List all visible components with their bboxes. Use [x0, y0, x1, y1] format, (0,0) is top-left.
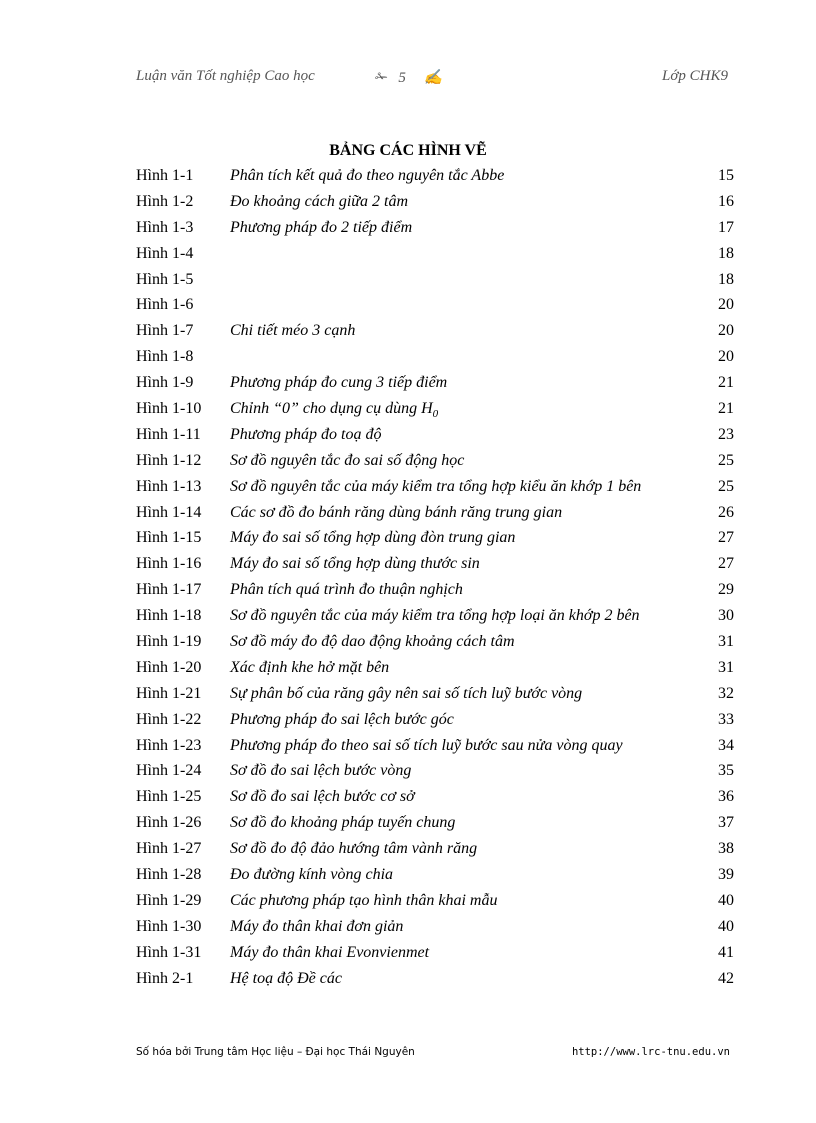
figure-caption: [230, 215, 412, 241]
figure-label: Hình 1-27: [136, 840, 202, 858]
figure-caption: [230, 966, 342, 992]
figure-entry: [136, 292, 734, 318]
figure-caption: [230, 422, 381, 448]
figure-label: Hình 1-20: [136, 658, 202, 676]
figure-caption-text: Các sơ đồ đo bánh răng dùng bánh răng trung gian: [230, 503, 563, 521]
figure-entry: [136, 603, 734, 629]
figure-label: Hình 1-24: [136, 762, 202, 780]
figure-label: Hình 1-11: [136, 425, 201, 443]
figure-entry: [136, 344, 734, 370]
figure-caption: [230, 318, 355, 344]
figure-label: Hình 1-21: [136, 684, 202, 702]
figure-label: Hình 1-31: [136, 943, 202, 961]
figure-entry: [136, 474, 734, 500]
figure-label: Hình 1-4: [136, 244, 194, 262]
figure-page-number: 41: [718, 943, 734, 961]
figure-label: Hình 1-1: [136, 167, 194, 184]
figure-label: Hình 1-28: [136, 866, 202, 884]
figure-label: Hình 1-3: [136, 218, 194, 236]
figure-caption-text: Phân tích kết quả đo theo nguyên tắc Abbe: [230, 167, 505, 184]
figure-caption: [230, 603, 640, 629]
figure-caption: [230, 163, 504, 189]
figure-caption-text: Đo khoảng cách giữa 2 tâm: [230, 192, 409, 210]
figure-page-number: 31: [718, 633, 734, 651]
figure-label: Hình 1-16: [136, 555, 202, 573]
figure-caption: [230, 448, 464, 474]
figure-label: Hình 1-14: [136, 503, 202, 521]
figure-page-number: 35: [718, 762, 734, 780]
figure-entry: [136, 241, 734, 267]
figure-label: Hình 1-22: [136, 710, 202, 728]
figure-caption: [230, 914, 403, 940]
figure-caption-subscript: 0: [432, 408, 439, 421]
figure-page-number: 34: [718, 736, 734, 754]
figure-label: Hình 1-8: [136, 348, 194, 366]
figure-label: Hình 1-12: [136, 451, 202, 469]
figure-entry: [136, 707, 734, 733]
figure-caption-text: Phương pháp đo 2 tiếp điểm: [230, 218, 413, 236]
figure-caption-text: Phương pháp đo theo sai số tích luỹ bước sau nửa vòng quay: [230, 736, 623, 754]
figure-entry: [136, 500, 734, 526]
figure-page-number: 17: [718, 218, 734, 236]
figure-entry: [136, 577, 734, 603]
header-thesis-title: Luận văn Tốt nghiệp Cao học: [136, 68, 315, 84]
figure-caption-text: Máy đo sai số tổng hợp dùng thước sin: [230, 555, 480, 573]
figure-entry: [136, 836, 734, 862]
figure-label: Hình 1-9: [136, 374, 194, 392]
figure-page-number: 37: [718, 814, 734, 832]
figure-label: Hình 1-29: [136, 891, 202, 909]
figure-caption: [230, 655, 389, 681]
figure-entry: [136, 163, 734, 189]
figure-label: Hình 1-18: [136, 607, 202, 625]
page-header: [136, 68, 728, 88]
figure-list: [136, 163, 734, 992]
figure-entry: [136, 215, 734, 241]
figure-page-number: 21: [718, 374, 734, 392]
figure-caption-text: Phân tích quá trình đo thuận nghịch: [230, 581, 463, 599]
figure-caption: [230, 940, 429, 966]
figure-page-number: 16: [718, 192, 734, 210]
figure-entry: [136, 681, 734, 707]
figure-entry: [136, 914, 734, 940]
figure-caption: [230, 707, 454, 733]
figure-caption-text: Sự phân bố của răng gây nên sai số tích luỹ bước vòng: [230, 684, 583, 702]
figure-caption-text: Phương pháp đo toạ độ: [230, 425, 382, 443]
figure-entry: [136, 940, 734, 966]
figure-page-number: 25: [718, 477, 734, 495]
figure-caption: [230, 681, 582, 707]
figure-caption-text: Phương pháp đo cung 3 tiếp điểm: [230, 374, 448, 392]
page-title: BẢNG CÁC HÌNH VẼ: [329, 142, 487, 159]
figure-page-number: 39: [718, 866, 734, 884]
figure-label: Hình 1-30: [136, 917, 202, 935]
figure-caption: [230, 551, 480, 577]
figure-page-number: 32: [718, 684, 734, 702]
figure-entry: [136, 784, 734, 810]
figure-entry: [136, 189, 734, 215]
figure-label: Hình 1-5: [136, 270, 194, 288]
figure-caption-text: Sơ đồ đo sai lệch bước cơ sở: [230, 788, 415, 806]
figure-caption: [230, 500, 562, 526]
figure-label: Hình 1-2: [136, 192, 194, 210]
figure-page-number: 15: [718, 167, 734, 184]
footer-url: http://www.lrc-tnu.edu.vn: [571, 1046, 730, 1058]
figure-caption-text: Sơ đồ máy đo độ dao động khoảng cách tâm: [230, 633, 515, 651]
figure-page-number: 20: [718, 322, 734, 340]
figure-entry: [136, 966, 734, 992]
figure-caption: [230, 525, 515, 551]
figure-caption-text: Sơ đồ đo độ đảo hướng tâm vành răng: [230, 840, 478, 858]
figure-caption-text: Sơ đồ nguyên tắc của máy kiểm tra tổng hợp kiểu ăn khớp 1 bên: [230, 477, 642, 495]
footer-credit: Số hóa bởi Trung tâm Học liệu – Đại học Thái Nguyên: [136, 1046, 415, 1058]
figure-caption-text: Sơ đồ đo sai lệch bước vòng: [230, 762, 412, 780]
pen-icon: ✍: [423, 70, 443, 86]
figure-entry: [136, 758, 734, 784]
figure-page-number: 40: [718, 891, 734, 909]
figure-entry: [136, 655, 734, 681]
figure-page-number: 25: [718, 451, 734, 469]
figure-caption-text: Phương pháp đo sai lệch bước góc: [230, 710, 454, 728]
figure-caption-text: Đo đường kính vòng chia: [230, 866, 394, 884]
figure-caption-text: Chỉnh “0” cho dụng cụ dùng H: [230, 400, 433, 418]
figure-caption: [230, 474, 641, 500]
figure-caption: [230, 836, 477, 862]
figure-entry: [136, 448, 734, 474]
figure-label: Hình 1-6: [136, 296, 194, 314]
figure-label: Hình 1-23: [136, 736, 202, 754]
figure-page-number: 18: [718, 244, 734, 262]
figure-caption-text: Xác định khe hở mặt bên: [230, 658, 390, 676]
figure-caption-text: Máy đo thân khai đơn giản: [230, 917, 404, 935]
figure-page-number: 18: [718, 270, 734, 288]
figure-caption-text: Sơ đồ nguyên tắc của máy kiểm tra tổng hợp loại ăn khớp 2 bên: [230, 607, 640, 625]
figure-entry: [136, 422, 734, 448]
figure-caption: [230, 810, 455, 836]
figure-caption-text: Chi tiết méo 3 cạnh: [230, 322, 356, 340]
figure-page-number: 36: [718, 788, 734, 806]
figure-page-number: 30: [718, 607, 734, 625]
figure-entry: [136, 810, 734, 836]
figure-page-number: 27: [718, 529, 734, 547]
figure-label: Hình 1-26: [136, 814, 202, 832]
page-footer: [136, 1046, 730, 1062]
figure-page-number: 33: [718, 710, 734, 728]
header-class-name: Lớp CHK9: [662, 68, 728, 84]
figure-entry: [136, 733, 734, 759]
figure-caption: [230, 784, 415, 810]
figure-page-number: 20: [718, 296, 734, 314]
figure-page-number: 40: [718, 917, 734, 935]
figure-entry: [136, 318, 734, 344]
figure-label: Hình 1-15: [136, 529, 202, 547]
figure-caption: [230, 888, 497, 914]
figure-label: Hình 1-10: [136, 400, 202, 418]
figure-entry: [136, 267, 734, 293]
figure-entry: [136, 370, 734, 396]
figure-page-number: 26: [718, 503, 734, 521]
figure-caption: [230, 733, 623, 759]
figure-caption: [230, 577, 463, 603]
figure-entry: [136, 888, 734, 914]
figure-caption-text: Máy đo sai số tổng hợp dùng đòn trung gian: [230, 529, 516, 547]
figure-caption-text: Máy đo thân khai Evonvienmet: [230, 943, 430, 961]
figure-caption-text: Hệ toạ độ Đề các: [230, 969, 342, 987]
figure-page-number: 38: [718, 840, 734, 858]
figure-label: Hình 1-19: [136, 633, 202, 651]
figure-page-number: 27: [718, 555, 734, 573]
figure-page-number: 23: [718, 425, 734, 443]
figure-label: Hình 1-7: [136, 322, 194, 340]
figure-page-number: 42: [718, 969, 734, 987]
figure-entry: [136, 862, 734, 888]
figure-caption-text: Các phương pháp tạo hình thân khai mẫu: [230, 891, 498, 909]
figure-label: Hình 2-1: [136, 969, 194, 987]
figure-page-number: 31: [718, 658, 734, 676]
header-page-indicator: [374, 68, 442, 87]
figure-label: Hình 1-25: [136, 788, 202, 806]
figure-caption-text: Sơ đồ nguyên tắc đo sai số động học: [230, 451, 465, 469]
figure-entry: [136, 629, 734, 655]
scissors-icon: ✁: [374, 70, 387, 86]
figure-entry: [136, 396, 734, 422]
page-number: 5: [398, 70, 406, 86]
figure-page-number: 29: [718, 581, 734, 599]
figure-caption-text: Sơ đồ đo khoảng pháp tuyến chung: [230, 814, 456, 832]
figure-entry: [136, 551, 734, 577]
figure-caption: [230, 370, 447, 396]
figure-caption: [230, 189, 408, 215]
figure-entry: [136, 525, 734, 551]
figure-caption: [230, 862, 393, 888]
figure-page-number: 21: [718, 400, 734, 418]
figure-label: Hình 1-17: [136, 581, 202, 599]
figure-label: Hình 1-13: [136, 477, 202, 495]
figure-caption: [230, 758, 411, 784]
figure-caption: [230, 629, 515, 655]
figure-page-number: 20: [718, 348, 734, 366]
